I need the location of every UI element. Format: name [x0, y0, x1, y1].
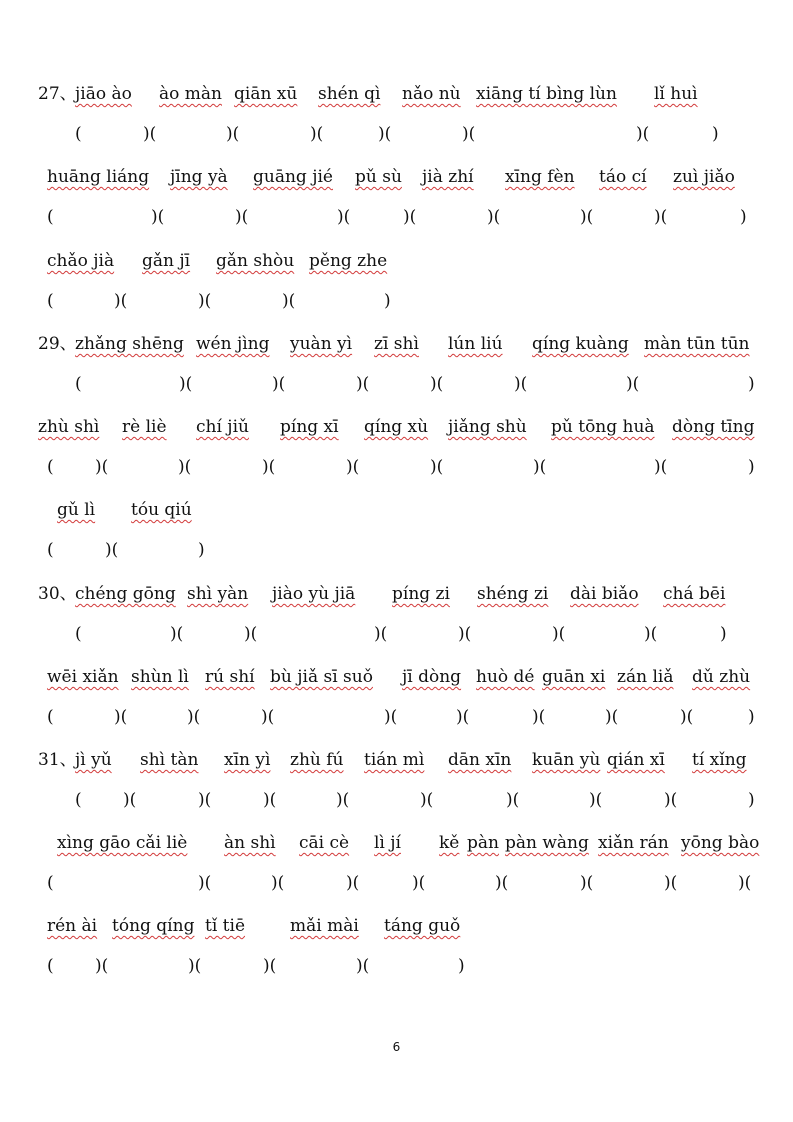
pinyin-word: dān xīn — [448, 750, 512, 770]
paren-mark: ( — [47, 291, 54, 311]
pinyin-word: shì tàn — [140, 750, 199, 770]
pinyin-word: rè liè — [122, 417, 167, 437]
pinyin-word: xīng fèn — [505, 167, 575, 187]
paren-mark: )( — [580, 207, 594, 227]
paren-mark: ) — [384, 291, 391, 311]
paren-mark: ) — [458, 956, 465, 976]
paren-mark: )( — [95, 956, 109, 976]
paren-mark: )( — [263, 790, 277, 810]
paren-mark: ( — [75, 374, 82, 394]
pinyin-word: qiān xū — [234, 84, 298, 104]
paren-mark: )( — [495, 873, 509, 893]
pinyin-row — [0, 498, 793, 528]
paren-mark: ) — [748, 457, 755, 477]
pinyin-row — [0, 831, 793, 861]
paren-mark: )( — [198, 291, 212, 311]
pinyin-row — [0, 665, 793, 695]
question-number: 29、 — [38, 334, 77, 354]
pinyin-word: tí xǐng — [692, 750, 747, 770]
paren-mark: ( — [47, 540, 54, 560]
answer-blanks-row — [0, 205, 793, 235]
answer-blanks-row — [0, 122, 793, 152]
paren-mark: )( — [170, 624, 184, 644]
pinyin-word: jì yǔ — [75, 750, 112, 770]
paren-mark: ( — [75, 124, 82, 144]
pinyin-word: jià zhí — [422, 167, 474, 187]
paren-mark: )( — [123, 790, 137, 810]
paren-mark: )( — [589, 790, 603, 810]
paren-mark: ) — [720, 624, 727, 644]
paren-mark: )( — [337, 207, 351, 227]
paren-mark: )( — [680, 707, 694, 727]
pinyin-word: nǎo nù — [402, 84, 461, 104]
pinyin-word: gǎn jī — [142, 251, 191, 271]
page-number: 6 — [392, 1040, 401, 1054]
pinyin-word: jiào yù jiā — [272, 584, 356, 604]
paren-mark: )( — [271, 873, 285, 893]
pinyin-word: píng zi — [392, 584, 450, 604]
answer-blanks-row — [0, 788, 793, 818]
pinyin-word: huāng liáng — [47, 167, 150, 187]
pinyin-word: shì yàn — [187, 584, 249, 604]
pinyin-word: lì jí — [374, 833, 401, 853]
paren-mark: )( — [95, 457, 109, 477]
pinyin-word: shéng zi — [477, 584, 549, 604]
pinyin-word: gǎn shòu — [216, 251, 295, 271]
paren-mark: )( — [430, 374, 444, 394]
pinyin-word: dǔ zhù — [692, 667, 751, 687]
paren-mark: )( — [664, 873, 678, 893]
pinyin-word: xīn yì — [224, 750, 271, 770]
paren-mark: )( — [533, 457, 547, 477]
pinyin-word: táo cí — [599, 167, 647, 187]
pinyin-row — [0, 415, 793, 445]
paren-mark: )( — [580, 873, 594, 893]
paren-mark: )( — [384, 707, 398, 727]
paren-mark: ) — [712, 124, 719, 144]
paren-mark: )( — [261, 707, 275, 727]
paren-mark: )( — [198, 873, 212, 893]
pinyin-word: zuì jiǎo — [673, 167, 735, 187]
pinyin-word: pàn wàng — [505, 833, 589, 853]
paren-mark: )( — [356, 956, 370, 976]
pinyin-word: pěng zhe — [309, 251, 388, 271]
paren-mark: ( — [47, 873, 54, 893]
pinyin-word: qíng xù — [364, 417, 429, 437]
paren-mark: )( — [506, 790, 520, 810]
paren-mark: )( — [654, 457, 668, 477]
pinyin-word: gǔ lì — [57, 500, 96, 520]
pinyin-word: wēi xiǎn — [47, 667, 119, 687]
paren-mark: )( — [114, 707, 128, 727]
answer-blanks-row — [0, 705, 793, 735]
pinyin-word: zhù shì — [38, 417, 100, 437]
answer-blanks-row — [0, 538, 793, 568]
pinyin-word: zhù fú — [290, 750, 344, 770]
paren-mark: ) — [198, 540, 205, 560]
paren-mark: )( — [179, 374, 193, 394]
paren-mark: )( — [552, 624, 566, 644]
pinyin-word: mǎi mài — [290, 916, 359, 936]
pinyin-word: pàn — [467, 833, 499, 853]
pinyin-word: shùn lì — [131, 667, 189, 687]
paren-mark: ( — [75, 624, 82, 644]
pinyin-word: chéng gōng — [75, 584, 176, 604]
paren-mark: )( — [626, 374, 640, 394]
paren-mark: ( — [47, 207, 54, 227]
paren-mark: )( — [605, 707, 619, 727]
pinyin-word: jiǎng shù — [448, 417, 527, 437]
pinyin-word: dài biǎo — [570, 584, 639, 604]
pinyin-word: píng xī — [280, 417, 339, 437]
pinyin-word: jī dòng — [402, 667, 462, 687]
pinyin-word: qián xī — [607, 750, 665, 770]
pinyin-word: zī shì — [374, 334, 419, 354]
answer-blanks-row — [0, 455, 793, 485]
pinyin-word: lún liú — [448, 334, 503, 354]
pinyin-row — [0, 249, 793, 279]
paren-mark: )( — [487, 207, 501, 227]
paren-mark: ( — [47, 956, 54, 976]
pinyin-word: shén qì — [318, 84, 381, 104]
pinyin-word: kě — [439, 833, 460, 853]
pinyin-row — [0, 165, 793, 195]
paren-mark: )( — [403, 207, 417, 227]
pinyin-word: jiāo ào — [75, 84, 132, 104]
pinyin-word: xiāng tí bìng lùn — [476, 84, 617, 104]
paren-mark: ( — [75, 790, 82, 810]
pinyin-word: rén ài — [47, 916, 98, 936]
paren-mark: )( — [346, 873, 360, 893]
pinyin-word: tǐ tiē — [205, 916, 246, 936]
pinyin-word: zhǎng shēng — [75, 334, 184, 354]
paren-mark: )( — [105, 540, 119, 560]
pinyin-word: huò dé — [476, 667, 535, 687]
question-number: 30、 — [38, 584, 77, 604]
paren-mark: )( — [664, 790, 678, 810]
paren-mark: )( — [636, 124, 650, 144]
paren-mark: ) — [748, 707, 755, 727]
pinyin-word: tóu qiú — [131, 500, 192, 520]
pinyin-word: tián mì — [364, 750, 425, 770]
pinyin-word: bù jiǎ sī suǒ — [270, 667, 373, 687]
answer-blanks-row — [0, 372, 793, 402]
pinyin-word: xiǎn rán — [598, 833, 669, 853]
pinyin-word: zán liǎ — [617, 667, 674, 687]
paren-mark: )( — [456, 707, 470, 727]
pinyin-word: yuàn yì — [290, 334, 353, 354]
paren-mark: )( — [244, 624, 258, 644]
paren-mark: )( — [235, 207, 249, 227]
paren-mark: )( — [143, 124, 157, 144]
pinyin-word: chǎo jià — [47, 251, 115, 271]
pinyin-word: yōng bào — [681, 833, 760, 853]
answer-blanks-row — [0, 954, 793, 984]
pinyin-row — [0, 914, 793, 944]
paren-mark: )( — [356, 374, 370, 394]
paren-mark: )( — [462, 124, 476, 144]
paren-mark: )( — [458, 624, 472, 644]
paren-mark: ( — [47, 707, 54, 727]
paren-mark: )( — [412, 873, 426, 893]
answer-blanks-row — [0, 289, 793, 319]
pinyin-row — [0, 82, 793, 112]
pinyin-word: kuān yù — [532, 750, 601, 770]
pinyin-row — [0, 748, 793, 778]
answer-blanks-row — [0, 871, 793, 901]
pinyin-word: wén jìng — [196, 334, 270, 354]
paren-mark: )( — [310, 124, 324, 144]
question-number: 31、 — [38, 750, 77, 770]
paren-mark: ) — [748, 790, 755, 810]
pinyin-word: pǔ tōng huà — [551, 417, 655, 437]
pinyin-word: àn shì — [224, 833, 276, 853]
paren-mark: ( — [47, 457, 54, 477]
paren-mark: )( — [263, 956, 277, 976]
pinyin-word: lǐ huì — [654, 84, 698, 104]
pinyin-word: jīng yà — [170, 167, 228, 187]
pinyin-word: màn tūn tūn — [644, 334, 750, 354]
paren-mark: )( — [346, 457, 360, 477]
pinyin-word: tóng qíng — [112, 916, 195, 936]
paren-mark: )( — [514, 374, 528, 394]
paren-mark: )( — [378, 124, 392, 144]
pinyin-word: táng guǒ — [384, 916, 461, 936]
paren-mark: )( — [226, 124, 240, 144]
pinyin-word: guāng jié — [253, 167, 333, 187]
pinyin-row — [0, 582, 793, 612]
pinyin-word: rú shí — [205, 667, 255, 687]
question-number: 27、 — [38, 84, 77, 104]
answer-blanks-row — [0, 622, 793, 652]
pinyin-word: cāi cè — [299, 833, 350, 853]
pinyin-word: xìng gāo cǎi liè — [57, 833, 188, 853]
paren-mark: )( — [738, 873, 752, 893]
paren-mark: )( — [532, 707, 546, 727]
paren-mark: )( — [644, 624, 658, 644]
paren-mark: )( — [114, 291, 128, 311]
paren-mark: ) — [740, 207, 747, 227]
paren-mark: )( — [654, 207, 668, 227]
paren-mark: )( — [272, 374, 286, 394]
pinyin-word: guān xi — [542, 667, 606, 687]
pinyin-row — [0, 332, 793, 362]
pinyin-word: ào màn — [159, 84, 222, 104]
pinyin-word: dòng tīng — [672, 417, 755, 437]
paren-mark: )( — [336, 790, 350, 810]
pinyin-word: chí jiǔ — [196, 417, 249, 437]
paren-mark: )( — [374, 624, 388, 644]
paren-mark: )( — [430, 457, 444, 477]
paren-mark: )( — [198, 790, 212, 810]
pinyin-word: pǔ sù — [355, 167, 402, 187]
paren-mark: )( — [420, 790, 434, 810]
paren-mark: )( — [187, 707, 201, 727]
paren-mark: )( — [282, 291, 296, 311]
paren-mark: ) — [748, 374, 755, 394]
paren-mark: )( — [151, 207, 165, 227]
pinyin-word: chá bēi — [663, 584, 726, 604]
pinyin-word: qíng kuàng — [532, 334, 629, 354]
paren-mark: )( — [178, 457, 192, 477]
paren-mark: )( — [188, 956, 202, 976]
paren-mark: )( — [262, 457, 276, 477]
